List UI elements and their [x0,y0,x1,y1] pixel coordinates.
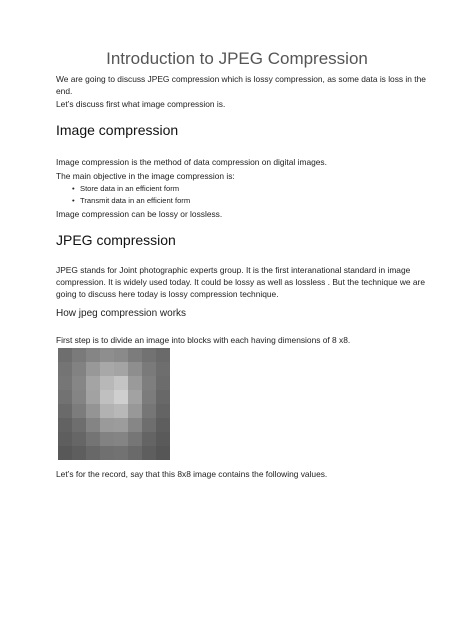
section-heading-image-compression: Image compression [56,122,179,138]
section1-paragraph-3: Image compression can be lossy or lossless. [56,209,223,219]
pixel-cell [128,348,142,362]
section2-paragraph-3: Let’s for the record, say that this 8x8 image contains the following values. [56,469,328,479]
pixel-cell [86,418,100,432]
pixel-cell [58,390,72,404]
pixel-cell [58,348,72,362]
pixel-cell [72,376,86,390]
pixel-cell [58,432,72,446]
pixel-cell [86,432,100,446]
pixel-cell [100,362,114,376]
intro-paragraph-2: Let’s discuss first what image compression is. [56,99,226,109]
pixel-cell [142,376,156,390]
section2-paragraph-2: First step is to divide an image into blocks with each having dimensions of 8 x8. [56,335,351,345]
pixel-cell [142,432,156,446]
bullet-item: • Store data in an efficient form [80,184,179,193]
pixel-cell [156,418,170,432]
pixel-cell [72,446,86,460]
pixel-cell [86,376,100,390]
pixel-cell [142,362,156,376]
section2-paragraph-1: JPEG stands for Joint photographic experts group. It is the first interanational standard in image compression. It is widely used today. It could be lossy as well as lossless . But the technique we are going to discuss here today is lossy compression technique. [56,265,425,299]
pixel-cell [156,446,170,460]
pixel-cell [86,446,100,460]
pixel-cell [58,404,72,418]
pixel-cell [72,404,86,418]
image-8x8-block [58,348,170,460]
section-heading-jpeg-compression: JPEG compression [56,232,176,248]
pixel-cell [128,432,142,446]
pixel-cell [156,390,170,404]
pixel-cell [128,362,142,376]
pixel-cell [142,390,156,404]
pixel-cell [142,404,156,418]
pixel-cell [128,404,142,418]
bullet-item: • Transmit data in an efficient form [80,196,190,205]
pixel-cell [58,418,72,432]
page-title: Introduction to JPEG Compression [106,49,368,68]
pixel-cell [114,362,128,376]
pixel-cell [114,390,128,404]
section1-paragraph-2: The main objective in the image compression is: [56,171,235,181]
pixel-cell [100,390,114,404]
pixel-cell [114,418,128,432]
pixel-cell [156,362,170,376]
pixel-cell [128,446,142,460]
pixel-cell [100,446,114,460]
pixel-cell [58,446,72,460]
pixel-cell [156,348,170,362]
pixel-cell [100,418,114,432]
pixel-cell [114,404,128,418]
pixel-cell [142,348,156,362]
pixel-cell [114,446,128,460]
intro-paragraph: We are going to discuss JPEG compression which is lossy compression, as some data is loss in the end. [56,74,426,96]
pixel-cell [100,432,114,446]
pixel-cell [58,362,72,376]
pixel-cell [72,432,86,446]
pixel-cell [72,418,86,432]
pixel-cell [72,348,86,362]
pixel-cell [86,362,100,376]
pixel-cell [100,404,114,418]
pixel-cell [156,376,170,390]
pixel-cell [58,376,72,390]
pixel-cell [100,376,114,390]
subheading-how-jpeg-works: How jpeg compression works [56,308,187,319]
pixel-cell [128,390,142,404]
pixel-cell [86,404,100,418]
pixel-cell [128,418,142,432]
pixel-cell [156,432,170,446]
pixel-cell [142,418,156,432]
pixel-cell [86,348,100,362]
pixel-cell [114,432,128,446]
pixel-cell [72,390,86,404]
section1-paragraph-1: Image compression is the method of data compression on digital images. [56,157,327,167]
pixel-cell [86,390,100,404]
pixel-cell [128,376,142,390]
pixel-cell [114,376,128,390]
pixel-cell [156,404,170,418]
pixel-cell [114,348,128,362]
pixel-cell [142,446,156,460]
pixel-cell [72,362,86,376]
pixel-cell [100,348,114,362]
